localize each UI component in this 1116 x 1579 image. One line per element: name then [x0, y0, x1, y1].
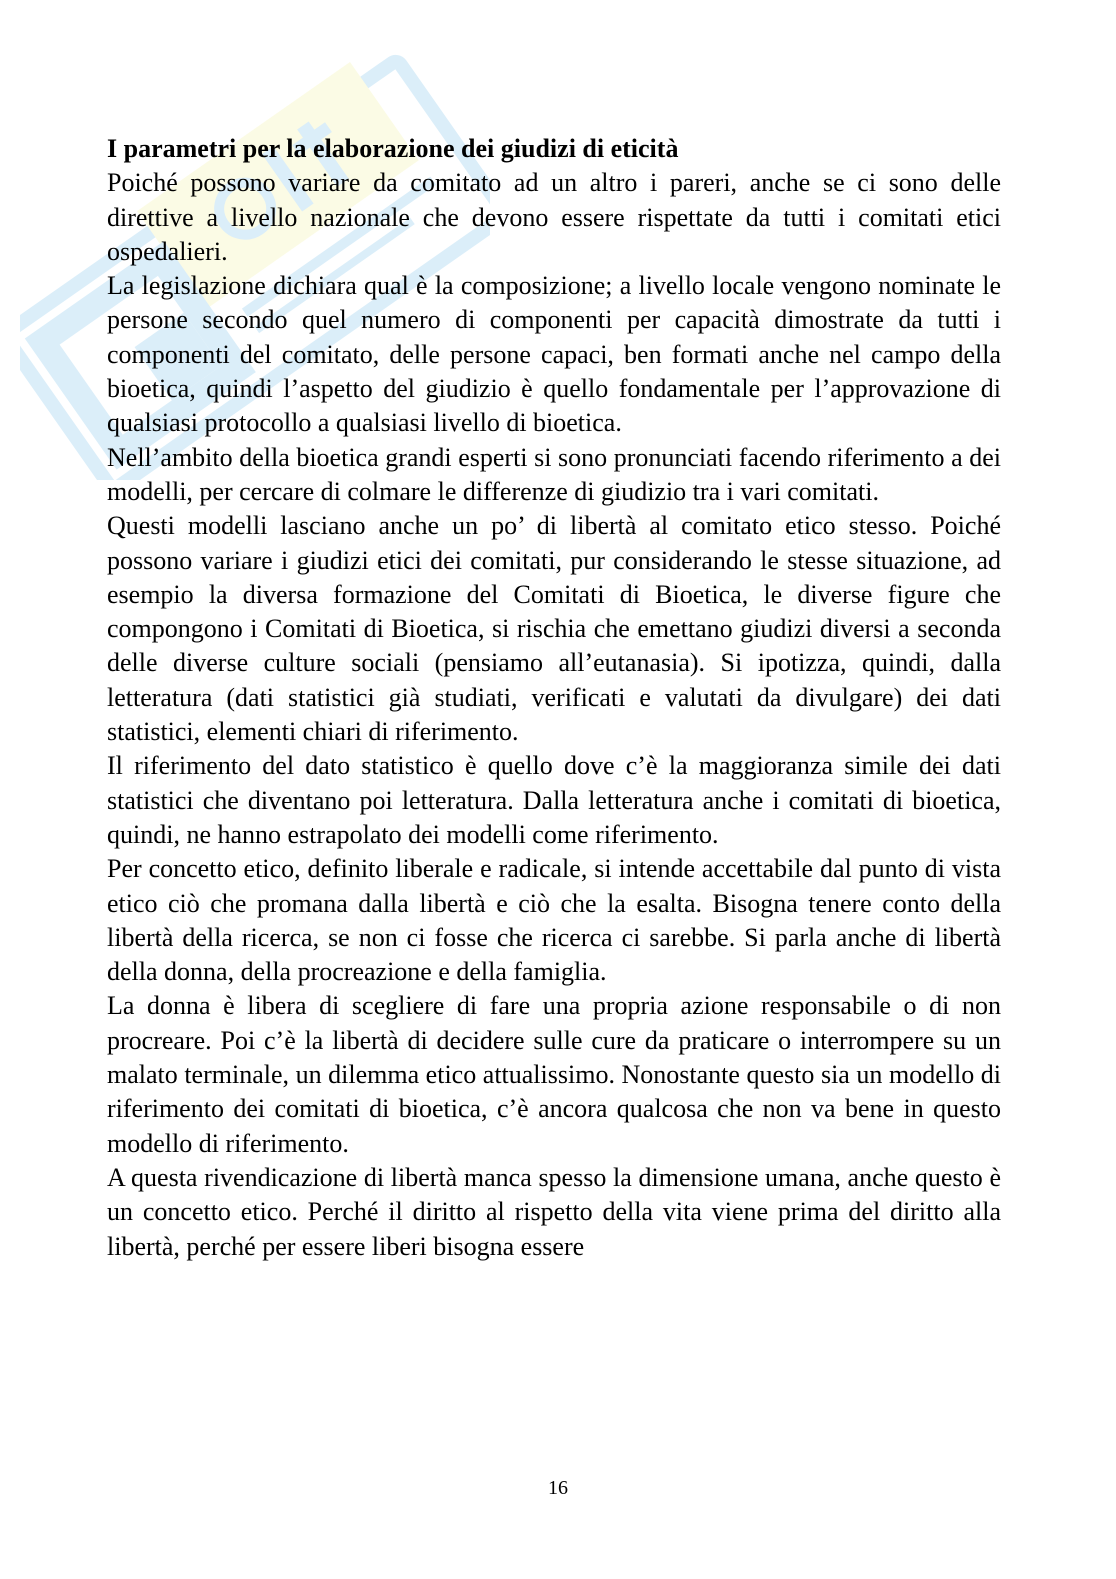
paragraph-5: Il riferimento del dato statistico è quello dove c’è la maggioranza simile dei dati statistici che diventano poi letteratura. Dalla letteratura anche i comitati di bioetica, quindi, ne hanno estrapolato dei modelli come riferimento. — [107, 751, 1001, 849]
paragraph-7: La donna è libera di scegliere di fare una propria azione responsabile o di non procreare. Poi c’è la libertà di decidere sulle cure da praticare o interrompere su un malato terminale, un dilemma etico attualissimo. Nonostante questo sia un modello di riferimento dei comitati di bioetica, c’è ancora qualcosa che non va bene in questo modello di riferimento. — [107, 991, 1001, 1158]
page-number: 16 — [548, 1477, 568, 1499]
paragraph-8: A questa rivendicazione di libertà manca spesso la dimensione umana, anche questo è un concetto etico. Perché il diritto al rispetto della vita viene prima del diritto alla libertà, perché per essere liberi bisogna essere — [107, 1162, 1001, 1261]
paragraph-2: La legislazione dichiara qual è la composizione; a livello locale vengono nominate le persone secondo quel numero di componenti per capacità dimostrate da tutti i componenti del comitato, delle persone capaci, ben formati anche nel campo della bioetica, quindi l’aspetto del giudizio è quello fondamentale per l’approvazione di qualsiasi protocollo a qualsiasi livello di bioetica. — [107, 271, 1001, 438]
paragraph-3: Nell’ambito della bioetica grandi esperti si sono pronunciati facendo riferimento a dei modelli, per cercare di colmare le differenze di giudizio tra i vari comitati. — [107, 442, 1001, 506]
paragraph-1: Poiché possono variare da comitato ad un altro i pareri, anche se ci sono delle direttive a livello nazionale che devono essere rispettate da tutti i comitati etici ospedalieri. — [107, 168, 1001, 266]
section-heading: I parametri per la elaborazione dei giudizi di eticità — [107, 134, 679, 163]
paragraph-6: Per concetto etico, definito liberale e radicale, si intende accettabile dal punto di vista etico ciò che promana dalla libertà e ciò che la esalta. Bisogna tenere conto della libertà della ricerca, se non ci fosse che ricerca ci sarebbe. Si parla anche di libertà della donna, della procreazione e della famiglia. — [107, 854, 1001, 987]
document-body — [107, 132, 1001, 1264]
paragraph-4: Questi modelli lasciano anche un po’ di libertà al comitato etico stesso. Poiché possono variare i giudizi etici dei comitati, pur considerando le stesse situazione, ad esempio la diversa formazione del Comitati di Bioetica, le diverse figure che compongono i Comitati di Bioetica, si rischia che emettano giudizi diversi a seconda delle diverse culture sociali (pensiamo all’eutanasia). Si ipotizza, quindi, dalla letteratura (dati statistici già studiati, verificati e valutati da divulgare) dei dati statistici, elementi chiari di riferimento. — [107, 511, 1001, 747]
